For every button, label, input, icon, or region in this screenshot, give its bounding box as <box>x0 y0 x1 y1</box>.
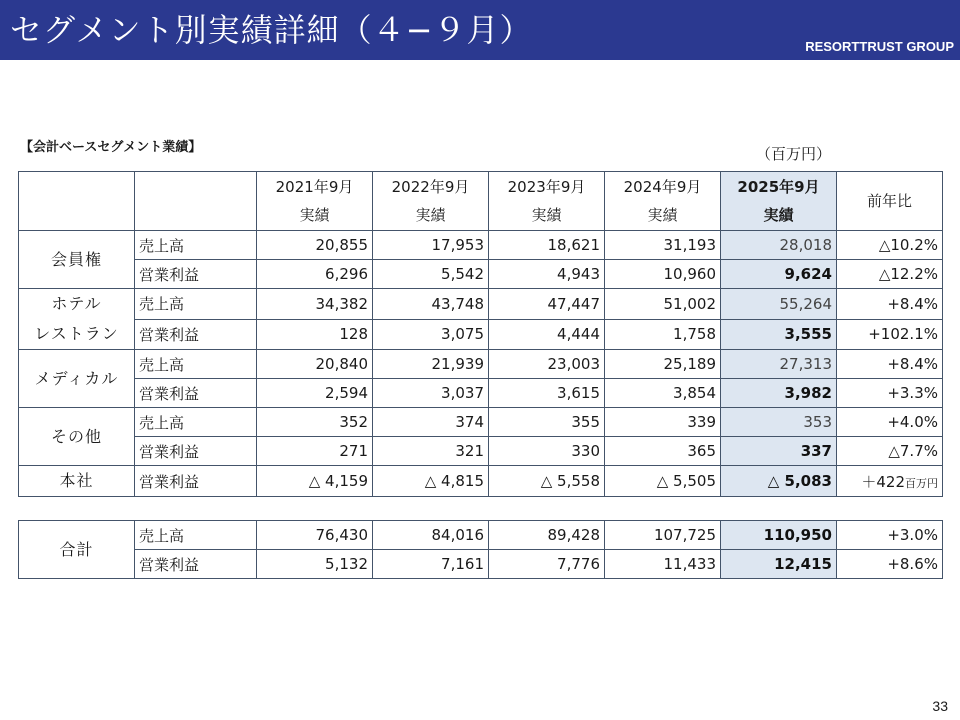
value-cell: 1,758 <box>605 319 721 350</box>
value-cell: 34,382 <box>257 289 373 320</box>
value-cell: 3,615 <box>489 379 605 408</box>
value-cell: 55,264 <box>721 289 837 320</box>
section-label: 【会計ベースセグメント業績】 <box>20 140 202 155</box>
yoy-value: ＋422 <box>861 472 905 491</box>
row-label: 売上高 <box>135 231 257 260</box>
total-results-table <box>18 520 943 579</box>
value-cell: 47,447 <box>489 289 605 320</box>
row-label: 営業利益 <box>135 319 257 350</box>
value-cell: 20,840 <box>257 350 373 379</box>
column-year: 2023年9月 <box>507 178 586 196</box>
value-cell: 7,161 <box>373 550 489 579</box>
segment-results-table <box>18 171 943 497</box>
value-cell: 110,950 <box>721 521 837 550</box>
segment-name <box>19 350 135 408</box>
table-row <box>19 289 943 320</box>
yoy-cell: +8.4% <box>837 350 943 379</box>
yoy-cell: +8.4% <box>837 289 943 320</box>
yoy-cell: +8.6% <box>837 550 943 579</box>
value-cell: 4,943 <box>489 260 605 289</box>
value-cell: △ 5,558 <box>489 466 605 497</box>
value-cell: 21,939 <box>373 350 489 379</box>
row-label: 営業利益 <box>135 379 257 408</box>
column-type: 実績 <box>647 206 678 224</box>
value-cell: △ 4,159 <box>257 466 373 497</box>
value-cell: △ 5,083 <box>721 466 837 497</box>
value-cell: 43,748 <box>373 289 489 320</box>
value-cell: 330 <box>489 437 605 466</box>
value-cell: 10,960 <box>605 260 721 289</box>
column-year: 2022年9月 <box>391 178 470 196</box>
value-cell: 374 <box>373 408 489 437</box>
table-row <box>19 521 943 550</box>
empty-header-cell <box>135 172 257 231</box>
page-number: 33 <box>932 698 948 714</box>
row-label: 営業利益 <box>135 466 257 497</box>
yoy-cell: △10.2% <box>837 231 943 260</box>
segment-name-line: メディカル <box>34 368 119 388</box>
value-cell: 23,003 <box>489 350 605 379</box>
yoy-cell: +3.0% <box>837 521 943 550</box>
unit-label: （百万円） <box>756 145 832 163</box>
value-cell: 51,002 <box>605 289 721 320</box>
row-label: 売上高 <box>135 289 257 320</box>
value-cell: 2,594 <box>257 379 373 408</box>
value-cell: 76,430 <box>257 521 373 550</box>
value-cell: 3,555 <box>721 319 837 350</box>
value-cell: 9,624 <box>721 260 837 289</box>
yoy-cell: +102.1% <box>837 319 943 350</box>
value-cell: 11,433 <box>605 550 721 579</box>
value-cell: 17,953 <box>373 231 489 260</box>
value-cell: 107,725 <box>605 521 721 550</box>
yoy-cell: +4.0% <box>837 408 943 437</box>
table-row <box>19 437 943 466</box>
table-row <box>19 231 943 260</box>
table-row <box>19 408 943 437</box>
value-cell: 3,075 <box>373 319 489 350</box>
column-type: 実績 <box>531 206 562 224</box>
value-cell: 4,444 <box>489 319 605 350</box>
column-year: 2021年9月 <box>275 178 354 196</box>
row-label: 売上高 <box>135 350 257 379</box>
value-cell: 337 <box>721 437 837 466</box>
row-label: 売上高 <box>135 521 257 550</box>
table-row <box>19 350 943 379</box>
value-cell: 25,189 <box>605 350 721 379</box>
segment-name-line: 会員権 <box>50 249 102 269</box>
table-row <box>19 379 943 408</box>
value-cell: 128 <box>257 319 373 350</box>
row-label: 営業利益 <box>135 437 257 466</box>
table-header-row <box>19 172 943 231</box>
row-label: 営業利益 <box>135 260 257 289</box>
column-type: 実績 <box>763 206 794 224</box>
value-cell: 5,132 <box>257 550 373 579</box>
value-cell: △ 4,815 <box>373 466 489 497</box>
slide-header <box>0 0 960 60</box>
empty-header-cell <box>19 172 135 231</box>
column-year: 2024年9月 <box>623 178 702 196</box>
value-cell: 5,542 <box>373 260 489 289</box>
segment-name: 本社 <box>19 466 135 497</box>
value-cell: 18,621 <box>489 231 605 260</box>
yoy-cell: △12.2% <box>837 260 943 289</box>
segment-name <box>19 289 135 350</box>
column-header <box>489 172 605 231</box>
segment-name <box>19 408 135 466</box>
column-header <box>373 172 489 231</box>
column-header <box>257 172 373 231</box>
table-row <box>19 466 943 497</box>
value-cell: 28,018 <box>721 231 837 260</box>
column-year: 2025年9月 <box>737 178 820 196</box>
value-cell: 3,982 <box>721 379 837 408</box>
value-cell: 20,855 <box>257 231 373 260</box>
total-name: 合計 <box>19 521 135 579</box>
row-label: 営業利益 <box>135 550 257 579</box>
value-cell: 355 <box>489 408 605 437</box>
value-cell: 7,776 <box>489 550 605 579</box>
segment-name-line: ホテル <box>51 294 102 313</box>
yoy-cell: △7.7% <box>837 437 943 466</box>
value-cell: 31,193 <box>605 231 721 260</box>
value-cell: 271 <box>257 437 373 466</box>
segment-name <box>19 231 135 289</box>
column-header <box>721 172 837 231</box>
value-cell: 365 <box>605 437 721 466</box>
yoy-cell <box>837 466 943 497</box>
yoy-header: 前年比 <box>837 172 943 231</box>
value-cell: 321 <box>373 437 489 466</box>
value-cell: △ 5,505 <box>605 466 721 497</box>
value-cell: 352 <box>257 408 373 437</box>
row-label: 売上高 <box>135 408 257 437</box>
table-row <box>19 550 943 579</box>
value-cell: 339 <box>605 408 721 437</box>
value-cell: 89,428 <box>489 521 605 550</box>
yoy-unit: 百万円 <box>905 476 938 490</box>
yoy-cell: +3.3% <box>837 379 943 408</box>
value-cell: 12,415 <box>721 550 837 579</box>
value-cell: 6,296 <box>257 260 373 289</box>
slide-title: セグメント別実績詳細（４−９月） <box>10 11 533 49</box>
segment-name-line: レストラン <box>34 324 119 343</box>
segment-name-line: その他 <box>50 426 102 446</box>
column-type: 実績 <box>415 206 446 224</box>
column-type: 実績 <box>299 206 330 224</box>
table-row <box>19 260 943 289</box>
column-header <box>605 172 721 231</box>
table-row <box>19 319 943 350</box>
value-cell: 27,313 <box>721 350 837 379</box>
brand-name: RESORTTRUST GROUP <box>805 39 954 54</box>
value-cell: 353 <box>721 408 837 437</box>
value-cell: 84,016 <box>373 521 489 550</box>
value-cell: 3,037 <box>373 379 489 408</box>
value-cell: 3,854 <box>605 379 721 408</box>
